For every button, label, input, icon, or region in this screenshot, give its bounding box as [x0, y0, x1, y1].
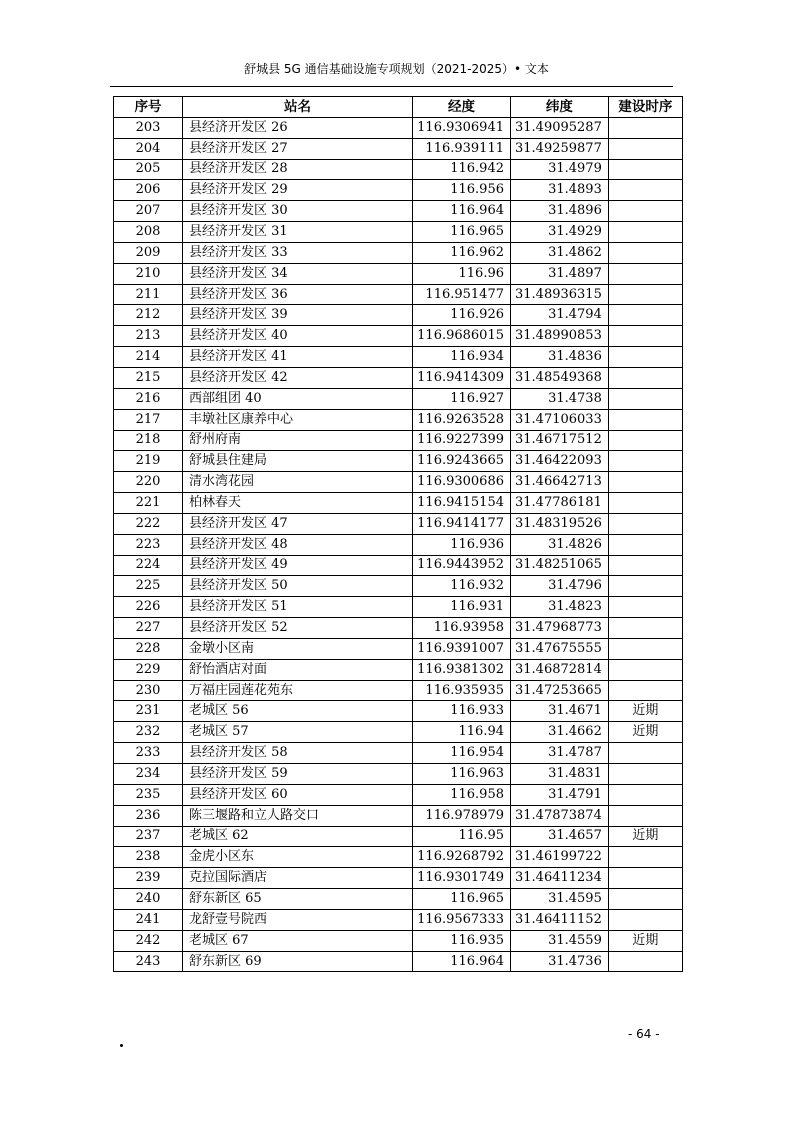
table-row — [114, 826, 683, 847]
cell-latitude: 31.46199722 — [511, 847, 609, 868]
cell-latitude: 31.48251065 — [511, 555, 609, 576]
cell-phase — [608, 555, 682, 576]
cell-phase — [608, 159, 682, 180]
table-row — [114, 868, 683, 889]
cell-longitude: 116.94 — [413, 722, 511, 743]
cell-seq: 233 — [114, 743, 183, 764]
cell-seq: 243 — [114, 951, 183, 972]
cell-station-name: 老城区 57 — [183, 722, 413, 743]
cell-latitude: 31.4559 — [511, 930, 609, 951]
cell-phase — [608, 868, 682, 889]
cell-station-name: 县经济开发区 26 — [183, 117, 413, 138]
cell-longitude: 116.935 — [413, 930, 511, 951]
cell-seq: 240 — [114, 889, 183, 910]
cell-latitude: 31.4662 — [511, 722, 609, 743]
cell-longitude: 116.978979 — [413, 805, 511, 826]
cell-phase: 近期 — [608, 701, 682, 722]
station-table — [113, 96, 683, 972]
cell-phase — [608, 889, 682, 910]
cell-latitude: 31.4896 — [511, 201, 609, 222]
cell-phase — [608, 951, 682, 972]
cell-longitude: 116.965 — [413, 222, 511, 243]
cell-seq: 208 — [114, 222, 183, 243]
cell-longitude: 116.9243665 — [413, 451, 511, 472]
table-row — [114, 847, 683, 868]
cell-seq: 219 — [114, 451, 183, 472]
cell-station-name: 县经济开发区 31 — [183, 222, 413, 243]
cell-station-name: 县经济开发区 51 — [183, 597, 413, 618]
cell-longitude: 116.9414177 — [413, 513, 511, 534]
table-row — [114, 534, 683, 555]
cell-latitude: 31.49095287 — [511, 117, 609, 138]
cell-station-name: 县经济开发区 49 — [183, 555, 413, 576]
cell-latitude: 31.4595 — [511, 889, 609, 910]
cell-latitude: 31.4657 — [511, 826, 609, 847]
cell-phase — [608, 680, 682, 701]
cell-seq: 215 — [114, 367, 183, 388]
cell-station-name: 县经济开发区 41 — [183, 347, 413, 368]
cell-seq: 212 — [114, 305, 183, 326]
cell-seq: 204 — [114, 138, 183, 159]
column-header-longitude: 经度 — [413, 97, 511, 118]
cell-longitude: 116.9263528 — [413, 409, 511, 430]
cell-phase — [608, 909, 682, 930]
cell-longitude: 116.956 — [413, 180, 511, 201]
cell-longitude: 116.936 — [413, 534, 511, 555]
cell-station-name: 老城区 56 — [183, 701, 413, 722]
cell-longitude: 116.965 — [413, 889, 511, 910]
cell-seq: 231 — [114, 701, 183, 722]
cell-station-name: 舒东新区 65 — [183, 889, 413, 910]
cell-phase — [608, 764, 682, 785]
cell-longitude: 116.963 — [413, 764, 511, 785]
cell-longitude: 116.9300686 — [413, 472, 511, 493]
cell-station-name: 县经济开发区 30 — [183, 201, 413, 222]
cell-seq: 213 — [114, 326, 183, 347]
cell-station-name: 西部组团 40 — [183, 388, 413, 409]
cell-longitude: 116.932 — [413, 576, 511, 597]
table-row — [114, 430, 683, 451]
header-divider — [110, 86, 673, 87]
cell-phase — [608, 513, 682, 534]
cell-phase — [608, 326, 682, 347]
table-row — [114, 347, 683, 368]
table-row — [114, 701, 683, 722]
cell-phase — [608, 638, 682, 659]
column-header-latitude: 纬度 — [511, 97, 609, 118]
column-header-seq: 序号 — [114, 97, 183, 118]
table-row — [114, 222, 683, 243]
cell-station-name: 县经济开发区 34 — [183, 263, 413, 284]
cell-station-name: 陈三堰路和立人路交口 — [183, 805, 413, 826]
cell-station-name: 金虎小区东 — [183, 847, 413, 868]
table-row — [114, 242, 683, 263]
cell-latitude: 31.47873874 — [511, 805, 609, 826]
cell-station-name: 县经济开发区 36 — [183, 284, 413, 305]
table-row — [114, 597, 683, 618]
cell-phase — [608, 618, 682, 639]
footer-dot — [120, 1044, 123, 1047]
cell-seq: 216 — [114, 388, 183, 409]
table-row — [114, 305, 683, 326]
cell-longitude: 116.931 — [413, 597, 511, 618]
cell-longitude: 116.9415154 — [413, 493, 511, 514]
table-row — [114, 889, 683, 910]
cell-latitude: 31.46422093 — [511, 451, 609, 472]
cell-latitude: 31.4823 — [511, 597, 609, 618]
cell-latitude: 31.48990853 — [511, 326, 609, 347]
cell-longitude: 116.962 — [413, 242, 511, 263]
cell-phase — [608, 576, 682, 597]
table-row — [114, 555, 683, 576]
table-row — [114, 326, 683, 347]
table-row — [114, 493, 683, 514]
cell-latitude: 31.46717512 — [511, 430, 609, 451]
cell-seq: 238 — [114, 847, 183, 868]
cell-seq: 218 — [114, 430, 183, 451]
cell-phase: 近期 — [608, 826, 682, 847]
cell-latitude: 31.47968773 — [511, 618, 609, 639]
cell-latitude: 31.46642713 — [511, 472, 609, 493]
cell-longitude: 116.9227399 — [413, 430, 511, 451]
cell-station-name: 金墩小区南 — [183, 638, 413, 659]
table-row — [114, 638, 683, 659]
cell-seq: 203 — [114, 117, 183, 138]
cell-seq: 241 — [114, 909, 183, 930]
cell-station-name: 柏林春天 — [183, 493, 413, 514]
cell-latitude: 31.48549368 — [511, 367, 609, 388]
cell-latitude: 31.4787 — [511, 743, 609, 764]
cell-longitude: 116.9381302 — [413, 659, 511, 680]
cell-station-name: 县经济开发区 27 — [183, 138, 413, 159]
cell-latitude: 31.4836 — [511, 347, 609, 368]
cell-longitude: 116.9391007 — [413, 638, 511, 659]
cell-longitude: 116.954 — [413, 743, 511, 764]
cell-latitude: 31.47786181 — [511, 493, 609, 514]
cell-phase — [608, 597, 682, 618]
cell-phase: 近期 — [608, 930, 682, 951]
cell-station-name: 县经济开发区 39 — [183, 305, 413, 326]
table-row — [114, 472, 683, 493]
table-row — [114, 618, 683, 639]
cell-station-name: 县经济开发区 29 — [183, 180, 413, 201]
cell-phase — [608, 743, 682, 764]
cell-longitude: 116.927 — [413, 388, 511, 409]
cell-longitude: 116.958 — [413, 784, 511, 805]
cell-station-name: 县经济开发区 28 — [183, 159, 413, 180]
table-row — [114, 367, 683, 388]
cell-phase — [608, 180, 682, 201]
table-row — [114, 388, 683, 409]
cell-longitude: 116.9301749 — [413, 868, 511, 889]
page-header: 舒城县 5G 通信基础设施专项规划（2021-2025）• 文本 — [244, 62, 549, 76]
cell-longitude: 116.9443952 — [413, 555, 511, 576]
cell-longitude: 116.95 — [413, 826, 511, 847]
cell-phase — [608, 388, 682, 409]
cell-phase — [608, 472, 682, 493]
cell-longitude: 116.96 — [413, 263, 511, 284]
cell-phase — [608, 367, 682, 388]
cell-phase: 近期 — [608, 722, 682, 743]
cell-longitude: 116.93958 — [413, 618, 511, 639]
cell-phase — [608, 263, 682, 284]
cell-phase — [608, 117, 682, 138]
cell-phase — [608, 222, 682, 243]
cell-latitude: 31.4791 — [511, 784, 609, 805]
cell-longitude: 116.935935 — [413, 680, 511, 701]
cell-longitude: 116.951477 — [413, 284, 511, 305]
table-row — [114, 409, 683, 430]
cell-phase — [608, 284, 682, 305]
cell-seq: 236 — [114, 805, 183, 826]
cell-longitude: 116.942 — [413, 159, 511, 180]
table-row — [114, 659, 683, 680]
cell-latitude: 31.47675555 — [511, 638, 609, 659]
cell-phase — [608, 347, 682, 368]
column-header-name: 站名 — [183, 97, 413, 118]
cell-phase — [608, 409, 682, 430]
cell-longitude: 116.9567333 — [413, 909, 511, 930]
cell-seq: 220 — [114, 472, 183, 493]
cell-station-name: 县经济开发区 48 — [183, 534, 413, 555]
table-row — [114, 784, 683, 805]
cell-seq: 221 — [114, 493, 183, 514]
cell-station-name: 清水湾花园 — [183, 472, 413, 493]
cell-seq: 239 — [114, 868, 183, 889]
cell-phase — [608, 138, 682, 159]
table-row — [114, 722, 683, 743]
cell-seq: 235 — [114, 784, 183, 805]
cell-longitude: 116.934 — [413, 347, 511, 368]
cell-phase — [608, 430, 682, 451]
table-row — [114, 159, 683, 180]
cell-latitude: 31.4862 — [511, 242, 609, 263]
table-row — [114, 764, 683, 785]
cell-latitude: 31.4929 — [511, 222, 609, 243]
cell-phase — [608, 493, 682, 514]
cell-phase — [608, 534, 682, 555]
cell-station-name: 县经济开发区 52 — [183, 618, 413, 639]
cell-station-name: 舒城县住建局 — [183, 451, 413, 472]
table-row — [114, 930, 683, 951]
table-row — [114, 680, 683, 701]
cell-latitude: 31.48936315 — [511, 284, 609, 305]
cell-longitude: 116.9686015 — [413, 326, 511, 347]
cell-station-name: 老城区 62 — [183, 826, 413, 847]
cell-station-name: 县经济开发区 59 — [183, 764, 413, 785]
cell-station-name: 老城区 67 — [183, 930, 413, 951]
cell-seq: 209 — [114, 242, 183, 263]
cell-station-name: 县经济开发区 42 — [183, 367, 413, 388]
cell-seq: 222 — [114, 513, 183, 534]
column-header-phase: 建设时序 — [608, 97, 682, 118]
cell-station-name: 县经济开发区 33 — [183, 242, 413, 263]
cell-station-name: 县经济开发区 47 — [183, 513, 413, 534]
cell-latitude: 31.49259877 — [511, 138, 609, 159]
cell-station-name: 舒州府南 — [183, 430, 413, 451]
table-header-row — [114, 97, 683, 118]
cell-phase — [608, 305, 682, 326]
cell-phase — [608, 784, 682, 805]
cell-seq: 210 — [114, 263, 183, 284]
cell-phase — [608, 201, 682, 222]
cell-seq: 230 — [114, 680, 183, 701]
cell-seq: 214 — [114, 347, 183, 368]
cell-longitude: 116.926 — [413, 305, 511, 326]
table-row — [114, 513, 683, 534]
cell-latitude: 31.47253665 — [511, 680, 609, 701]
cell-latitude: 31.4979 — [511, 159, 609, 180]
cell-latitude: 31.4831 — [511, 764, 609, 785]
cell-seq: 225 — [114, 576, 183, 597]
cell-seq: 234 — [114, 764, 183, 785]
cell-latitude: 31.48319526 — [511, 513, 609, 534]
cell-longitude: 116.964 — [413, 951, 511, 972]
cell-seq: 224 — [114, 555, 183, 576]
cell-station-name: 县经济开发区 58 — [183, 743, 413, 764]
cell-seq: 217 — [114, 409, 183, 430]
cell-station-name: 县经济开发区 40 — [183, 326, 413, 347]
table-row — [114, 951, 683, 972]
table-row — [114, 201, 683, 222]
table-row — [114, 743, 683, 764]
cell-latitude: 31.4738 — [511, 388, 609, 409]
cell-latitude: 31.46411234 — [511, 868, 609, 889]
cell-latitude: 31.4736 — [511, 951, 609, 972]
cell-latitude: 31.46872814 — [511, 659, 609, 680]
cell-seq: 223 — [114, 534, 183, 555]
cell-latitude: 31.4796 — [511, 576, 609, 597]
page-number: - 64 - — [628, 1027, 660, 1041]
cell-seq: 205 — [114, 159, 183, 180]
cell-phase — [608, 847, 682, 868]
cell-station-name: 克拉国际酒店 — [183, 868, 413, 889]
cell-longitude: 116.964 — [413, 201, 511, 222]
cell-seq: 207 — [114, 201, 183, 222]
cell-station-name: 万福庄园莲花苑东 — [183, 680, 413, 701]
cell-phase — [608, 805, 682, 826]
cell-station-name: 龙舒壹号院西 — [183, 909, 413, 930]
cell-latitude: 31.4794 — [511, 305, 609, 326]
cell-latitude: 31.4893 — [511, 180, 609, 201]
cell-station-name: 舒怡酒店对面 — [183, 659, 413, 680]
cell-longitude: 116.9306941 — [413, 117, 511, 138]
cell-phase — [608, 242, 682, 263]
table-row — [114, 263, 683, 284]
cell-latitude: 31.46411152 — [511, 909, 609, 930]
table-row — [114, 451, 683, 472]
cell-seq: 237 — [114, 826, 183, 847]
cell-longitude: 116.939111 — [413, 138, 511, 159]
cell-longitude: 116.933 — [413, 701, 511, 722]
cell-longitude: 116.9414309 — [413, 367, 511, 388]
cell-seq: 232 — [114, 722, 183, 743]
cell-longitude: 116.9268792 — [413, 847, 511, 868]
cell-latitude: 31.4897 — [511, 263, 609, 284]
cell-latitude: 31.47106033 — [511, 409, 609, 430]
cell-station-name: 县经济开发区 60 — [183, 784, 413, 805]
cell-phase — [608, 659, 682, 680]
table-row — [114, 576, 683, 597]
cell-seq: 206 — [114, 180, 183, 201]
table-row — [114, 117, 683, 138]
table-row — [114, 138, 683, 159]
cell-seq: 211 — [114, 284, 183, 305]
cell-station-name: 丰墩社区康养中心 — [183, 409, 413, 430]
cell-phase — [608, 451, 682, 472]
cell-seq: 228 — [114, 638, 183, 659]
cell-station-name: 舒东新区 69 — [183, 951, 413, 972]
table-row — [114, 909, 683, 930]
cell-seq: 227 — [114, 618, 183, 639]
table-body — [114, 117, 683, 972]
cell-seq: 229 — [114, 659, 183, 680]
cell-seq: 226 — [114, 597, 183, 618]
cell-seq: 242 — [114, 930, 183, 951]
cell-station-name: 县经济开发区 50 — [183, 576, 413, 597]
table-row — [114, 180, 683, 201]
cell-latitude: 31.4671 — [511, 701, 609, 722]
table-row — [114, 284, 683, 305]
table-row — [114, 805, 683, 826]
cell-latitude: 31.4826 — [511, 534, 609, 555]
